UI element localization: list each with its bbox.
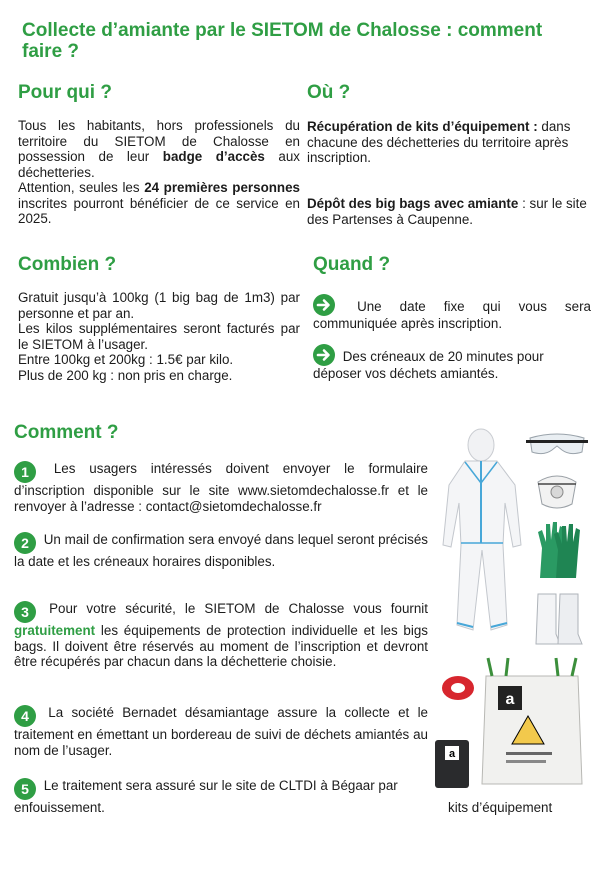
pour-qui-24: 24 premières personnes [144, 180, 300, 195]
ou-kits: Récupération de kits d’équipement : [307, 119, 538, 134]
ou-text-2 [307, 196, 592, 227]
step-text-end: les équipements de protection individuelle et les bigs bags. Il doivent être réservés au moment de l’inscription et devront être récupérés par chacun dans la déchetterie choisie. [14, 623, 428, 669]
tape-image [440, 674, 476, 702]
combien-heading: Combien ? [18, 254, 117, 275]
step-2 [14, 532, 428, 570]
step-4 [14, 705, 428, 758]
combien-text [18, 290, 300, 383]
comment-heading: Comment ? [14, 422, 119, 443]
pour-qui-text [18, 118, 300, 227]
ou-depot-text: : sur le site des Partenses à Caupenne. [307, 196, 587, 227]
step-text: Le traitement sera assuré sur le site de CLTDI à Bégaar par enfouissement. [14, 778, 398, 815]
ou-kits-text: dans chacune des déchetteries du territoire après inscription. [307, 119, 571, 165]
combien-line-1: Gratuit jusqu’à 100kg (1 big bag de 1m3) par personne et par an. [18, 290, 300, 321]
combien-line-2: Les kilos supplémentaires seront facturés par le SIETOM à l’usager. [18, 321, 300, 352]
combien-line-4: Plus de 200 kg : non pris en charge. [18, 367, 233, 383]
step-text-gratuitement: gratuitement [14, 623, 96, 638]
bigbag-a-label: a [505, 691, 515, 708]
step-3 [14, 601, 428, 670]
ou-heading: Où ? [307, 82, 351, 103]
pour-qui-heading: Pour qui ? [18, 82, 112, 103]
quand-text-2 [313, 344, 593, 382]
svg-text:a: a [448, 748, 456, 760]
pour-qui-p1: Tous les habitants, hors professionels du territoire du SIETOM de Chalosse en possession de leur [18, 118, 300, 164]
step-number: 3 [14, 601, 36, 623]
step-text: Les usagers intéressés doivent envoyer le formulaire d’inscription disponible sur le site www.sietomdechalosse.fr et le renvoyer à l’adresse : contact@sietomdechalosse.fr [14, 461, 428, 514]
page-title: Collecte d’amiante par le SIETOM de Chalosse : comment faire ? [22, 20, 543, 62]
quand-heading: Quand ? [313, 254, 391, 275]
step-text: Pour votre sécurité, le SIETOM de Chalosse vous fournit [49, 601, 428, 616]
coverall-image [435, 425, 527, 660]
pour-qui-p2-end: inscrites pourront bénéficier de ce service en 2025. [18, 195, 300, 226]
pour-qui-p1-end: aux déchetteries. [18, 149, 300, 180]
mask-image [532, 468, 582, 510]
bag-image [433, 738, 471, 790]
step-number: 2 [14, 532, 36, 554]
step-number: 5 [14, 778, 36, 800]
step-text: La société Bernadet désamiantage assure la collecte et le traitement en émettant un bordereau de suivi de déchets amiantés au nom de l’usager. [14, 705, 428, 758]
arrow-right-icon [313, 344, 335, 366]
big-bag-image [478, 656, 586, 788]
gloves-image [536, 518, 582, 580]
pour-qui-p2: Attention, seules les [18, 180, 140, 195]
ou-depot: Dépôt des big bags avec amiante [307, 196, 519, 211]
step-number: 1 [14, 461, 36, 483]
goggles-image [526, 428, 588, 460]
quand-text-1 [313, 294, 591, 332]
quand-p1: Une date fixe qui vous sera communiquée après inscription. [313, 299, 591, 331]
ou-text [307, 119, 592, 166]
step-5 [14, 778, 428, 816]
combien-line-3: Entre 100kg et 200kg : 1.5€ par kilo. [18, 352, 234, 367]
step-number: 4 [14, 705, 36, 727]
step-1 [14, 461, 428, 514]
overshoes-image [534, 590, 584, 648]
step-text: Un mail de confirmation sera envoyé dans lequel seront précisés la date et les créneaux horaires disponibles. [14, 532, 428, 569]
arrow-right-icon [313, 294, 335, 316]
pour-qui-badge: badge d’accès [162, 149, 265, 164]
kit-caption: kits d’équipement [448, 800, 553, 815]
quand-p2: Des créneaux de 20 minutes pour déposer vos déchets amiantés. [313, 349, 544, 381]
